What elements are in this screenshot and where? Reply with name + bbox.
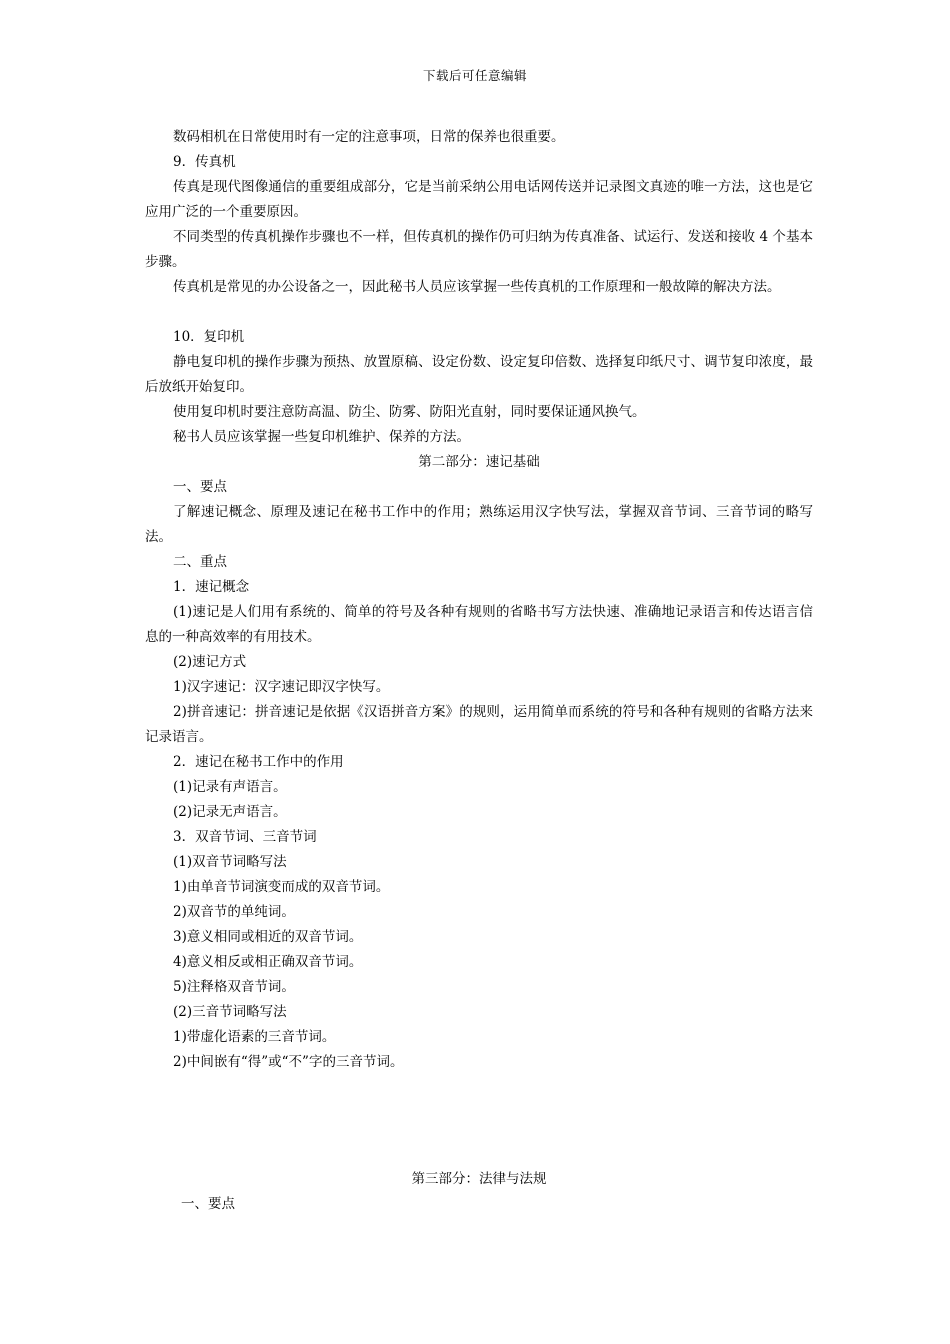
section-heading: 10．复印机 xyxy=(173,329,245,345)
subheading: 一、要点 xyxy=(181,1196,235,1212)
paragraph: 不同类型的传真机操作步骤也不一样，但传真机的操作仍可归纳为传真准备、试运行、发送和接收 4 个基本步骤。 xyxy=(145,229,813,270)
list-item: 4)意义相反或相正确双音节词。 xyxy=(173,954,363,970)
section-heading: 9．传真机 xyxy=(173,154,236,170)
list-item: 2)拼音速记：拼音速记是依据《汉语拼音方案》的规则，运用简单而系统的符号和各种有规则的省略方法来记录语言。 xyxy=(145,704,813,745)
list-item: 5)注释格双音节词。 xyxy=(173,979,295,995)
page-header: 下载后可任意编辑 xyxy=(422,68,527,83)
document-body xyxy=(145,125,813,1217)
paragraph: 秘书人员应该掌握一些复印机维护、保养的方法。 xyxy=(173,429,470,445)
list-item: 2)双音节的单纯词。 xyxy=(173,904,295,920)
paragraph: 静电复印机的操作步骤为预热、放置原稿、设定份数、设定复印倍数、选择复印纸尺寸、调节复印浓度，最后放纸开始复印。 xyxy=(145,354,813,395)
subheading: 一、要点 xyxy=(173,479,227,495)
list-item: (2)记录无声语言。 xyxy=(173,804,287,820)
list-item: (1)记录有声语言。 xyxy=(173,779,287,795)
list-item: 1)带虚化语素的三音节词。 xyxy=(173,1029,336,1045)
part-title: 第三部分：法律与法规 xyxy=(411,1171,547,1187)
list-item: 1)汉字速记：汉字速记即汉字快写。 xyxy=(173,679,390,695)
spacer xyxy=(145,300,813,325)
paragraph: 了解速记概念、原理及速记在秘书工作中的作用；熟练运用汉字快写法，掌握双音节词、三音节词的略写法。 xyxy=(145,504,813,545)
subheading: 二、重点 xyxy=(173,554,227,570)
list-item: 2)中间嵌有“得”或“不”字的三音节词。 xyxy=(173,1054,404,1070)
paragraph: 使用复印机时要注意防高温、防尘、防雾、防阳光直射，同时要保证通风换气。 xyxy=(173,404,646,420)
paragraph: 传真机是常见的办公设备之一，因此秘书人员应该掌握一些传真机的工作原理和一般故障的解决方法。 xyxy=(173,279,781,295)
spacer xyxy=(145,1075,813,1167)
list-item: 3)意义相同或相近的双音节词。 xyxy=(173,929,363,945)
list-item: (1)速记是人们用有系统的、简单的符号及各种有规则的省略书写方法快速、准确地记录语言和传达语言信息的一种高效率的有用技术。 xyxy=(145,604,813,645)
paragraph: 传真是现代图像通信的重要组成部分，它是当前采纳公用电话网传送并记录图文真迹的唯一方法，这也是它应用广泛的一个重要原因。 xyxy=(145,179,813,220)
list-heading: 2．速记在秘书工作中的作用 xyxy=(173,754,344,770)
list-item: (2)三音节词略写法 xyxy=(173,1004,287,1020)
paragraph: 数码相机在日常使用时有一定的注意事项，日常的保养也很重要。 xyxy=(173,129,565,145)
part-title: 第二部分：速记基础 xyxy=(418,454,540,470)
list-heading: 3．双音节词、三音节词 xyxy=(173,829,317,845)
list-heading: 1．速记概念 xyxy=(173,579,250,595)
list-item: (1)双音节词略写法 xyxy=(173,854,287,870)
list-item: (2)速记方式 xyxy=(173,654,247,670)
list-item: 1)由单音节词演变而成的双音节词。 xyxy=(173,879,390,895)
